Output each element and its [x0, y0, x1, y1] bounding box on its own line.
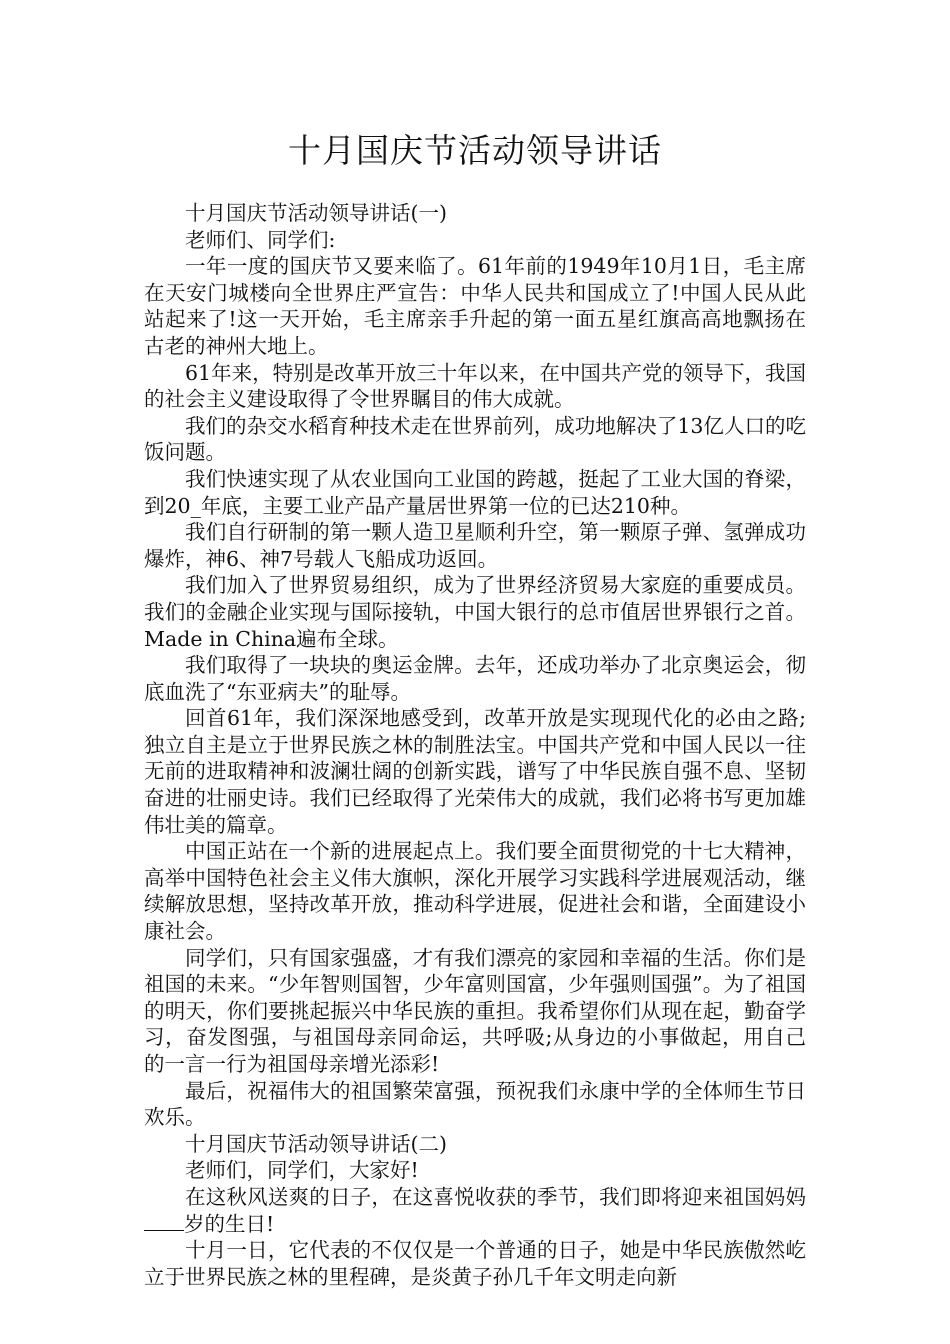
paragraph: 中国正站在一个新的进展起点上。我们要全面贯彻党的十七大精神，高举中国特色社会主义伟大旗帜，深化开展学习实践科学进展观活动，继续解放思想，坚持改革开放，推动科学进展，促进社会和谐，全面建设小康社会。 [144, 839, 806, 944]
document-body [144, 200, 806, 1290]
paragraph: 同学们，只有国家强盛，才有我们漂亮的家园和幸福的生活。你们是祖国的未来。“少年智则国智，少年富则国富，少年强则国强”。为了祖国的明天，你们要挑起振兴中华民族的重担。我希望你们从现在起，勤奋学习，奋发图强，与祖国母亲同命运，共呼吸;从身边的小事做起，用自己的一言一行为祖国母亲增光添彩! [144, 945, 806, 1076]
greeting-1: 老师们、同学们: [185, 227, 336, 252]
paragraph-text: 岁的生日! [184, 1211, 275, 1236]
paragraph: 我们加入了世界贸易组织，成为了世界经济贸易大家庭的重要成员。我们的金融企业实现与国际接轨，中国大银行的总市值居世界银行之首。Made in China遍布全球。 [144, 573, 806, 651]
paragraph: 十月一日，它代表的不仅仅是一个普通的日子，她是中华民族傲然屹立于世界民族之林的里程碑，是炎黄子孙几千年文明走向新 [144, 1238, 806, 1289]
paragraph-with-blank [144, 1184, 806, 1237]
paragraph: 我们自行研制的第一颗人造卫星顺利升空，第一颗原子弹、氢弹成功爆炸，神6、神7号载人飞船成功返回。 [144, 520, 806, 571]
paragraph: 回首61年，我们深深地感受到，改革开放是实现现代化的必由之路;独立自主是立于世界民族之林的制胜法宝。中国共产党和中国人民以一往无前的进取精神和波澜壮阔的创新实践，谱写了中华民族自强不息、坚韧奋进的壮丽史诗。我们已经取得了光荣伟大的成就，我们必将书写更加雄伟壮美的篇章。 [144, 706, 806, 837]
paragraph: 我们取得了一块块的奥运金牌。去年，还成功举办了北京奥运会，彻底血洗了“东亚病夫”的耻辱。 [144, 653, 806, 704]
paragraph: 61年来，特别是改革开放三十年以来，在中国共产党的领导下，我国的社会主义建设取得了令世界瞩目的伟大成就。 [144, 360, 806, 412]
fill-in-blank [144, 1212, 184, 1231]
section-heading-1: 十月国庆节活动领导讲话(一) [185, 201, 447, 225]
paragraph: 最后，祝福伟大的祖国繁荣富强，预祝我们永康中学的全体师生节日欢乐。 [144, 1078, 806, 1130]
greeting-2: 老师们，同学们，大家好! [185, 1158, 419, 1183]
section-heading-2: 十月国庆节活动领导讲话(二) [185, 1131, 447, 1156]
paragraph: 我们快速实现了从农业国向工业国的跨越，挺起了工业大国的脊梁，到20_年底，主要工业产品产量居世界第一位的已达210种。 [144, 466, 806, 518]
paragraph: 我们的杂交水稻育种技术走在世界前列，成功地解决了13亿人口的吃饭问题。 [144, 413, 806, 465]
paragraph-text: 在这秋风送爽的日子，在这喜悦收获的季节，我们即将迎来祖国妈妈 [185, 1184, 806, 1209]
document-title: 十月国庆节活动领导讲话 [288, 131, 662, 170]
paragraph: 一年一度的国庆节又要来临了。61年前的1949年10月1日，毛主席在天安门城楼向全世界庄严宣告：中华人民共和国成立了!中国人民从此站起来了!这一天开始，毛主席亲手升起的第一面五星红旗高高地飘扬在古老的神州大地上。 [144, 254, 806, 358]
